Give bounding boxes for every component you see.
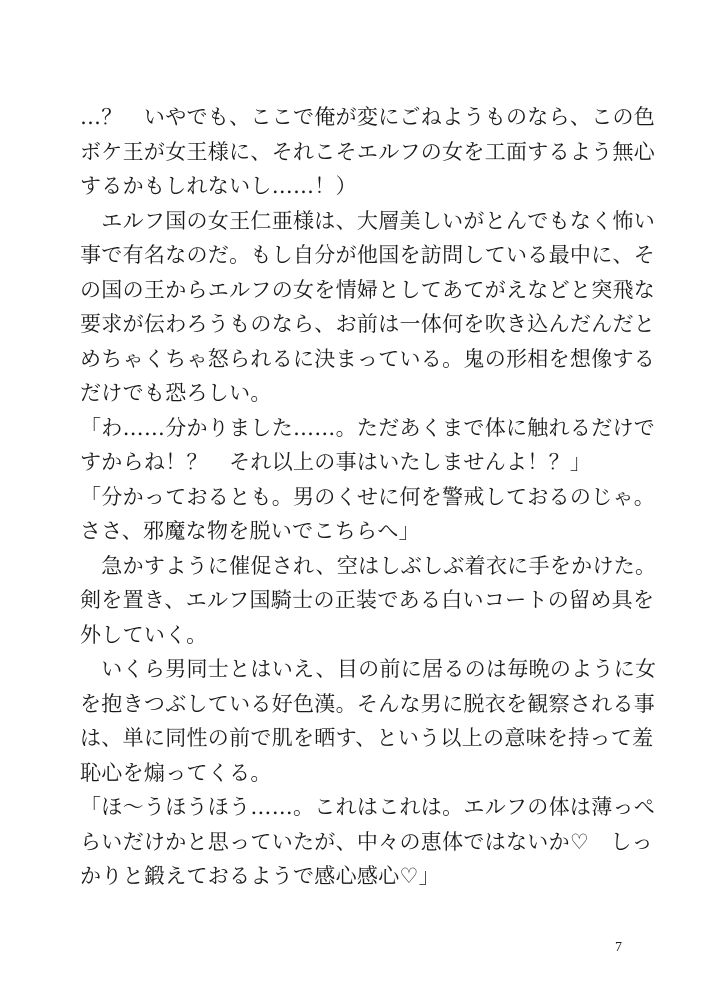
text-line: の国の王からエルフの女を情婦としてあてがえなどと突飛な bbox=[80, 277, 656, 302]
text-line: 外していく。 bbox=[80, 622, 208, 647]
text-line: いくら男同士とはいえ、目の前に居るのは毎晩のように女 bbox=[80, 657, 657, 681]
text-line: …？ いやでも、ここで俺が変にごねようものなら、この色 bbox=[80, 105, 656, 129]
text-line: かりと鍛えておるようで感心感心♡」 bbox=[80, 864, 440, 888]
text-line: ボケ王が女王様に、それこそエルフの女を工面するよう無心 bbox=[80, 139, 656, 164]
text-line: するかもしれないし……！） bbox=[80, 174, 357, 198]
text-line: 「ほ〜うほうほう……。これはこれは。エルフの体は薄っぺ bbox=[80, 795, 656, 819]
text-line: めちゃくちゃ怒られるに決まっている。鬼の形相を想像する bbox=[80, 346, 656, 371]
text-line: 急かすように催促され、空はしぶしぶ着衣に手をかけた。 bbox=[80, 553, 657, 578]
text-line: 事で有名なのだ。もし自分が他国を訪問している最中に、そ bbox=[80, 243, 656, 267]
text-line: 「わ……分かりました……。ただあくまで体に触れるだけで bbox=[80, 415, 656, 440]
text-line: は、単に同性の前で肌を晒す、という以上の意味を持って羞 bbox=[80, 726, 654, 750]
text-line: らいだけかと思っていたが、中々の恵体ではないか♡ しっ bbox=[80, 829, 653, 854]
text-line: 恥心を煽ってくる。 bbox=[80, 760, 272, 785]
text-line: 要求が伝わろうものなら、お前は一体何を吹き込んだんだと bbox=[80, 312, 656, 336]
text-line: 「分かっておるとも。男のくせに何を警戒しておるのじゃ。 bbox=[80, 484, 656, 509]
text-line: だけでも恐ろしい。 bbox=[80, 381, 272, 405]
page-number: 7 bbox=[615, 940, 622, 955]
text-line: すからね！？ それ以上の事はいたしませんよ！？」 bbox=[80, 450, 592, 474]
text-line: ささ、邪魔な物を脱いでこちらへ」 bbox=[80, 519, 420, 543]
text-line: 剣を置き、エルフ国騎士の正装である白いコートの留め具を bbox=[80, 588, 655, 612]
text-line: エルフ国の女王仁亜様は、大層美しいがとんでもなく怖い bbox=[80, 208, 656, 233]
text-line: を抱きつぶしている好色漢。そんな男に脱衣を観察される事 bbox=[80, 691, 656, 716]
body-text bbox=[80, 100, 660, 894]
